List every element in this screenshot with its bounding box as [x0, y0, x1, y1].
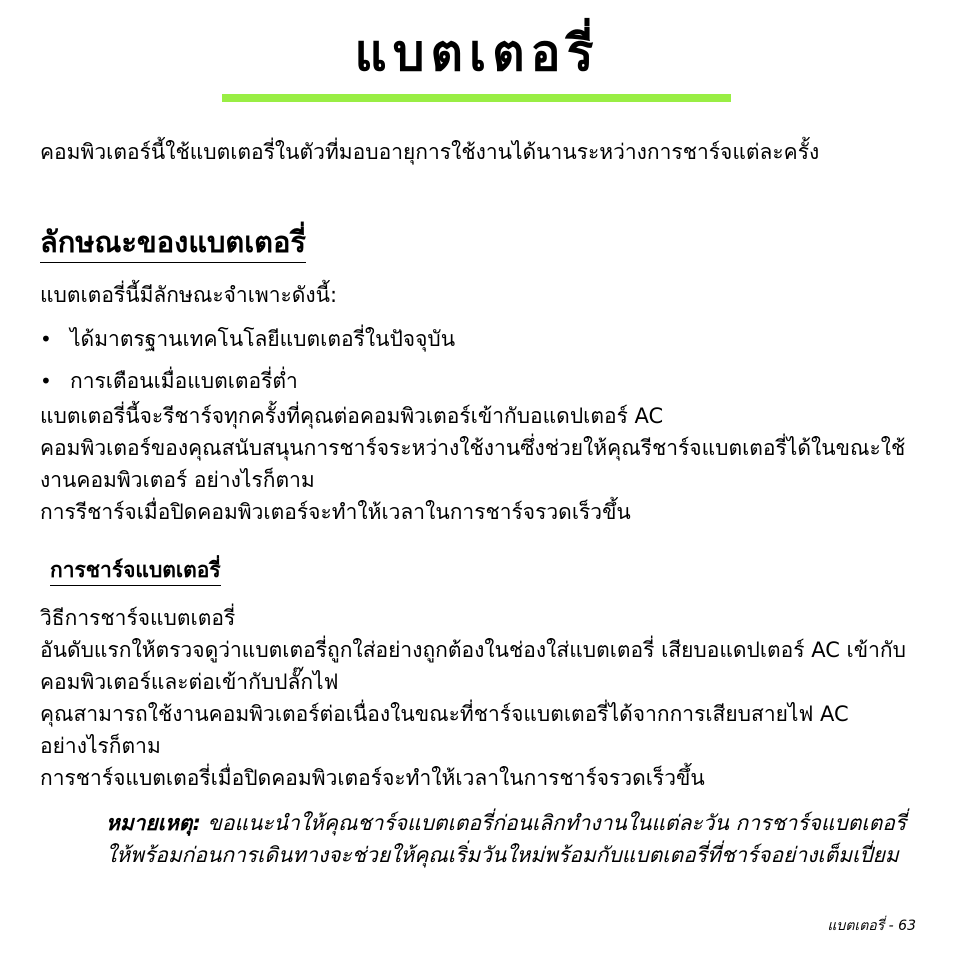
- page-number: 63: [898, 918, 916, 934]
- page-title: แบตเตอรี่: [354, 24, 600, 82]
- charging-para-2: คุณสามารถใช้งานคอมพิวเตอร์ต่อเนื่องในขณะที่ชาร์จแบตเตอรี่ได้จากการเสียบสายไฟ AC อย่างไรก็ตาม: [40, 702, 849, 758]
- page-footer: [827, 916, 916, 936]
- list-item: [40, 318, 455, 360]
- note-label: หมายเหตุ:: [106, 811, 201, 835]
- footer-section-name: แบตเตอรี่: [827, 918, 885, 934]
- features-list: [40, 318, 455, 402]
- list-item-text: ได้มาตรฐานเทคโนโลยีแบตเตอรี่ในปัจจุบัน: [70, 327, 456, 351]
- note-block: [106, 807, 920, 871]
- title-underline-bar: [222, 94, 731, 102]
- features-lead: [40, 279, 920, 311]
- section-heading-charging: การชาร์จแบตเตอรี่: [50, 555, 221, 586]
- charging-para-3: การชาร์จแบตเตอรี่เมื่อปิดคอมพิวเตอร์จะทำให้เวลาในการชาร์จรวดเร็วขึ้น: [40, 766, 705, 790]
- features-para-1: แบตเตอรี่นี้จะรีชาร์จทุกครั้งที่คุณต่อคอมพิวเตอร์เข้ากับอแดปเตอร์ AC: [40, 404, 664, 428]
- features-para-3: การรีชาร์จเมื่อปิดคอมพิวเตอร์จะทำให้เวลาในการชาร์จรวดเร็วขึ้น: [40, 500, 631, 524]
- features-para-2: คอมพิวเตอร์ของคุณสนับสนุนการชาร์จระหว่างใช้งานซึ่งช่วยให้คุณรีชาร์จแบตเตอรี่ได้ในขณะใช้งานคอมพิวเตอร์ อย่างไรก็ตาม: [40, 436, 906, 492]
- list-item: [40, 360, 455, 402]
- intro-paragraph: [40, 136, 920, 168]
- bullet-icon: •: [40, 327, 52, 351]
- features-body: [40, 400, 920, 528]
- footer-separator: -: [884, 918, 899, 934]
- features-lead-text: แบตเตอรี่นี้มีลักษณะจำเพาะดังนี้:: [40, 283, 338, 307]
- charging-body: [40, 602, 920, 794]
- bullet-icon: •: [40, 369, 52, 393]
- note-text: ขอแนะนำให้คุณชาร์จแบตเตอรี่ก่อนเลิกทำงานในแต่ละวัน การชาร์จแบตเตอรี่ให้พร้อมก่อนการเดินทางจะช่วยให้คุณเริ่มวันใหม่พร้อมกับแบตเตอรี่ที่ชาร์จอย่างเต็มเปี่ยม: [106, 811, 907, 867]
- charging-lead: วิธีการชาร์จแบตเตอรี่: [40, 606, 236, 630]
- intro-text: คอมพิวเตอร์นี้ใช้แบตเตอรี่ในตัวที่มอบอายุการใช้งานได้นานระหว่างการชาร์จแต่ละครั้ง: [40, 140, 820, 164]
- section-heading-battery-features: ลักษณะของแบตเตอรี่: [40, 222, 306, 263]
- list-item-text: การเตือนเมื่อแบตเตอรี่ต่ำ: [70, 369, 298, 393]
- charging-para-1: อันดับแรกให้ตรวจดูว่าแบตเตอรี่ถูกใส่อย่างถูกต้องในช่องใส่แบตเตอรี่ เสียบอแดปเตอร์ AC เข้ากับคอมพิวเตอร์และต่อเข้ากับปลั๊กไฟ: [40, 638, 906, 694]
